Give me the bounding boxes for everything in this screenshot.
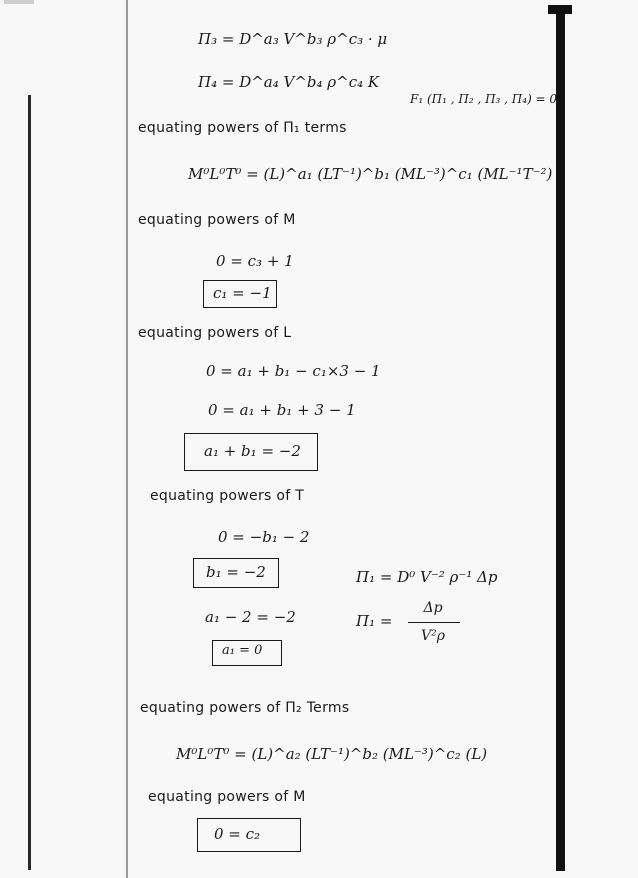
pi1-expression: Π₁ = D⁰ V⁻² ρ⁻¹ Δp <box>356 568 498 586</box>
result-a1: a₁ = 0 <box>222 643 263 658</box>
pi4-equation: Π₄ = D^a₄ V^b₄ ρ^c₄ K <box>198 73 380 91</box>
pi1-lhs: Π₁ = <box>356 612 393 630</box>
pi2-dimension-equation: M⁰L⁰T⁰ = (L)^a₂ (LT⁻¹)^b₂ (ML⁻³)^c₂ (L) <box>176 745 488 763</box>
scan-edge-mark <box>4 0 34 4</box>
pi1-dimension-equation: M⁰L⁰T⁰ = (L)^a₁ (LT⁻¹)^b₁ (ML⁻³)^c₁ (ML⁻¹T⁻²) <box>188 165 553 183</box>
result-a1b1: a₁ + b₁ = −2 <box>204 442 301 460</box>
heading-powers-l: equating powers of L <box>138 325 292 341</box>
result-c1: c₁ = −1 <box>213 284 272 302</box>
heading-pi1-terms: equating powers of Π₁ terms <box>138 120 347 136</box>
heading-powers-m-2: equating powers of M <box>148 789 306 805</box>
fraction-bar <box>408 622 460 623</box>
pi3-equation: Π₃ = D^a₃ V^b₃ ρ^c₃ · μ <box>198 30 388 48</box>
heading-pi2-terms: equating powers of Π₂ Terms <box>140 700 350 716</box>
pi1-numerator: Δp <box>423 600 443 616</box>
heading-powers-t: equating powers of T <box>150 488 305 504</box>
result-b1: b₁ = −2 <box>206 563 266 581</box>
l-power-equation: 0 = a₁ + b₁ − c₁×3 − 1 <box>206 362 381 380</box>
m-power-equation: 0 = c₃ + 1 <box>216 252 294 270</box>
function-relation: F₁ (Π₁ , Π₂ , Π₃ , Π₄) = 0 <box>410 92 558 106</box>
margin-line <box>126 0 128 878</box>
heading-powers-m: equating powers of M <box>138 212 296 228</box>
t-power-equation: 0 = −b₁ − 2 <box>218 528 310 546</box>
bracket-bar <box>556 5 565 871</box>
result-c2: 0 = c₂ <box>214 825 261 843</box>
pi1-denominator: V²ρ <box>421 628 445 644</box>
l-power-simplified: 0 = a₁ + b₁ + 3 − 1 <box>208 401 356 419</box>
binding-edge <box>28 95 31 870</box>
a1-equation: a₁ − 2 = −2 <box>205 608 296 626</box>
